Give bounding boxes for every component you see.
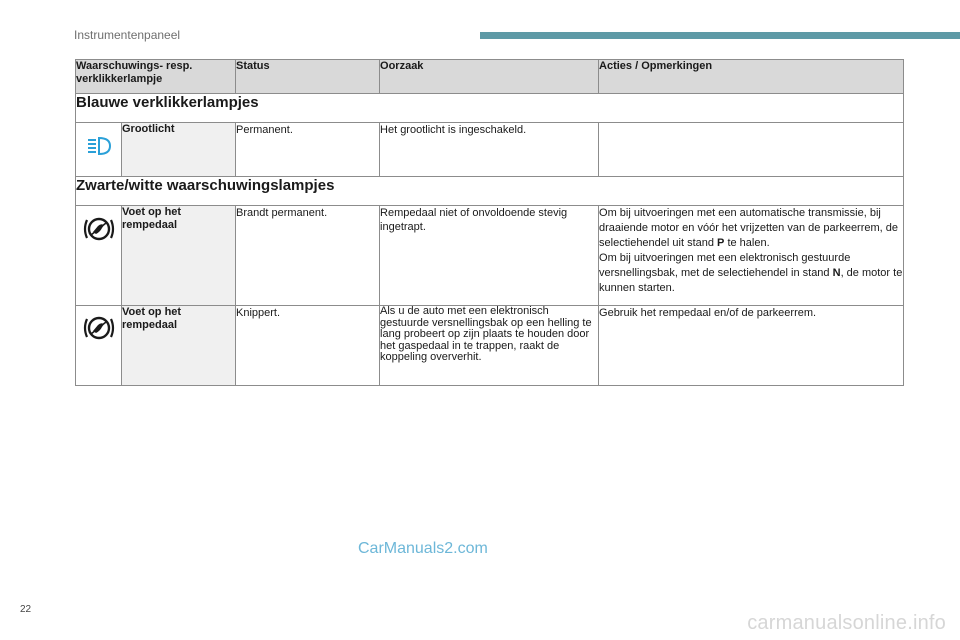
action-text: , de motor te kunnen starten. xyxy=(599,267,903,294)
lamp-name: Grootlicht xyxy=(122,123,236,177)
action-text: te halen. xyxy=(724,237,770,249)
table-row xyxy=(76,123,904,177)
high-beam-icon xyxy=(86,135,112,157)
lamp-cause: Het grootlicht is ingeschakeld. xyxy=(380,123,599,177)
lamp-cause: Rempedaal niet of onvoldoende stevig ingetrapt. xyxy=(380,206,599,306)
section-row-black-white xyxy=(76,177,904,206)
gear-position-p: P xyxy=(717,237,725,249)
page-number: 22 xyxy=(20,604,32,615)
lamp-name: Voet op het rempedaal xyxy=(122,206,236,306)
lamp-actions xyxy=(599,206,904,306)
header-status: Status xyxy=(236,60,380,94)
table-row xyxy=(76,306,904,386)
action-text: Om bij uitvoeringen met een automatische transmissie, bij draaiende motor en vóór het vrijzetten van de parkeerrem, de selectiehendel uit stand xyxy=(599,207,899,249)
lamp-status: Brandt permanent. xyxy=(236,206,380,306)
lamp-status: Knippert. xyxy=(236,306,380,386)
foot-on-brake-icon xyxy=(82,214,116,244)
lamp-icon-cell xyxy=(76,306,122,386)
lamp-status: Permanent. xyxy=(236,123,380,177)
lamp-cause: Als u de auto met een elektronisch gestuurde versnellingsbak op een helling te lang probeert op zijn plaats te houden door het gaspedaal in te trappen, raakt de koppeling oververhit. xyxy=(380,306,599,386)
action-text: Om bij uitvoeringen met een elektronisch gestuurde versnellingsbak, met de selectiehendel in stand xyxy=(599,252,851,279)
warning-lamps-table xyxy=(75,59,904,386)
header-accent-bar xyxy=(480,32,960,39)
watermark-link[interactable]: CarManuals2.com xyxy=(358,540,488,557)
lamp-actions xyxy=(599,123,904,177)
lamp-name: Voet op het rempedaal xyxy=(122,306,236,386)
footer-site[interactable]: carmanualsonline.info xyxy=(747,612,946,634)
table-row xyxy=(76,206,904,306)
gear-position-n: N xyxy=(832,267,841,279)
lamp-icon-cell xyxy=(76,123,122,177)
foot-on-brake-icon xyxy=(82,313,116,343)
table-header-row xyxy=(76,60,904,94)
section-title-black-white: Zwarte/witte waarschuwingslampjes xyxy=(76,177,904,206)
section-title-blue: Blauwe verklikkerlampjes xyxy=(76,94,904,123)
section-row-blue xyxy=(76,94,904,123)
running-head: Instrumentenpaneel xyxy=(74,28,181,42)
header-cause: Oorzaak xyxy=(380,60,599,94)
header-lamp: Waarschuwings- resp. verklikkerlampje xyxy=(76,60,236,94)
lamp-icon-cell xyxy=(76,206,122,306)
header-actions: Acties / Opmerkingen xyxy=(599,60,904,94)
lamp-actions: Gebruik het rempedaal en/of de parkeerrem. xyxy=(599,306,904,386)
